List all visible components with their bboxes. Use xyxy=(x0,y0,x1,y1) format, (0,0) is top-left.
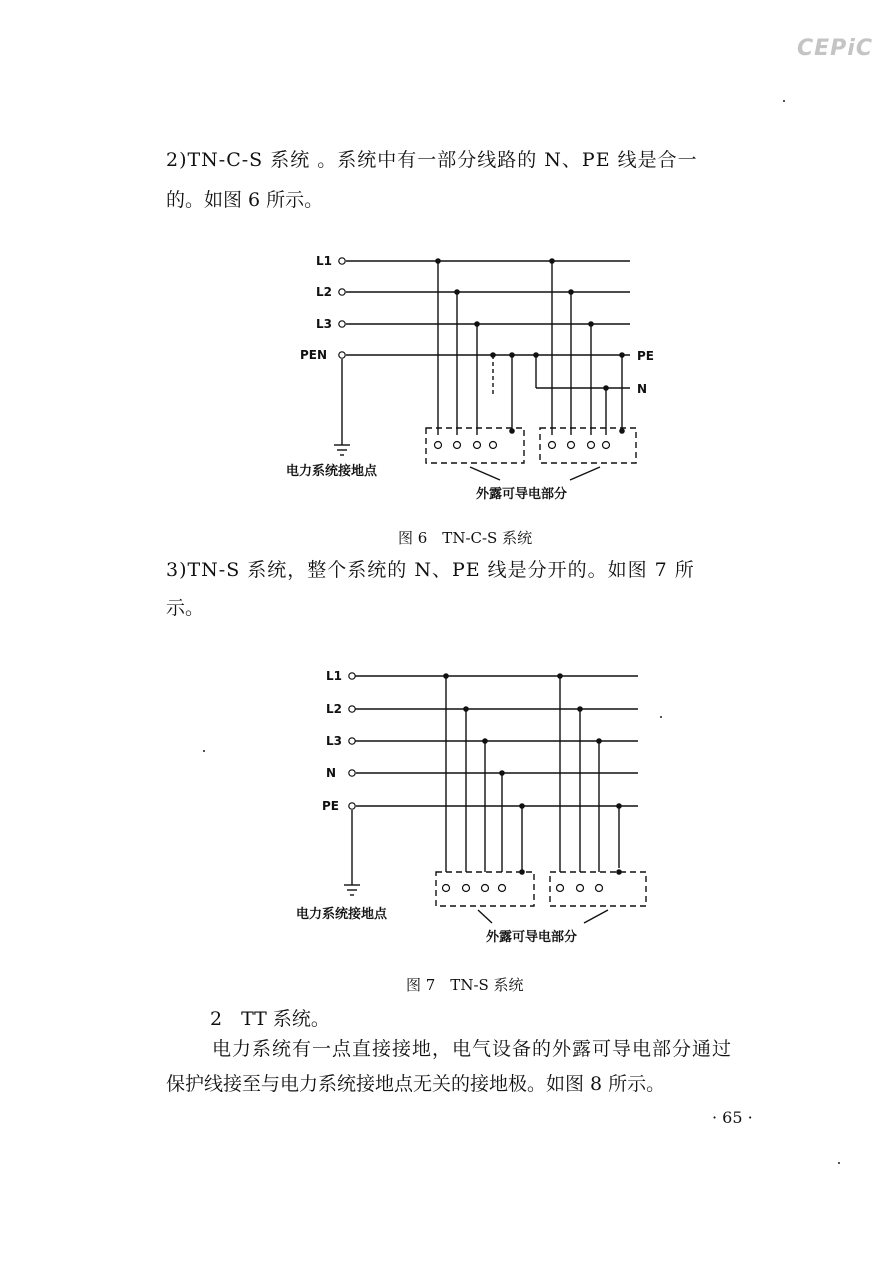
fig7-label-n: N xyxy=(326,766,337,780)
fig6-exposed-label: 外露可导电部分 xyxy=(476,487,568,502)
fig6-ground-label: 电力系统接地点 xyxy=(286,464,378,479)
fig6-label-l2: L2 xyxy=(316,285,332,299)
fig6-label-pe: PE xyxy=(637,349,654,363)
section-heading-tt: 2 TT 系统。 xyxy=(210,1008,330,1030)
fig7-label-pe: PE xyxy=(322,799,339,813)
figure-6-caption: 图 6 TN-C-S 系统 xyxy=(398,529,533,547)
fig7-label-l2: L2 xyxy=(326,702,342,716)
paragraph-tns-line1: 3)TN-S 系统，整个系统的 N、PE 线是分开的。如图 7 所 xyxy=(166,559,695,581)
figure-6-diagram xyxy=(280,245,680,515)
fig7-ground-label: 电力系统接地点 xyxy=(296,907,388,922)
fig7-label-l1: L1 xyxy=(326,669,342,683)
fig6-label-n: N xyxy=(637,382,648,396)
figure-7-diagram xyxy=(280,660,680,950)
paragraph-tt-line2: 保护线接至与电力系统接地点无关的接地极。如图 8 所示。 xyxy=(166,1073,666,1095)
paragraph-tncs-line1: 2)TN-C-S 系统 。系统中有一部分线路的 N、PE 线是合一 xyxy=(166,149,698,171)
publisher-logo: CEPiC xyxy=(797,36,873,61)
fig7-exposed-label: 外露可导电部分 xyxy=(486,930,578,945)
fig7-label-l3: L3 xyxy=(326,734,342,748)
figure-7-caption: 图 7 TN-S 系统 xyxy=(406,976,524,994)
fig6-label-pen: PEN xyxy=(300,348,328,362)
paragraph-tns-line2: 示。 xyxy=(166,597,205,619)
fig6-label-l1: L1 xyxy=(316,254,332,268)
page-number: · 65 · xyxy=(712,1108,753,1127)
fig6-label-l3: L3 xyxy=(316,317,332,331)
paragraph-tt-line1: 电力系统有一点直接接地，电气设备的外露可导电部分通过 xyxy=(212,1038,733,1060)
paragraph-tncs-line2: 的。如图 6 所示。 xyxy=(166,189,324,211)
